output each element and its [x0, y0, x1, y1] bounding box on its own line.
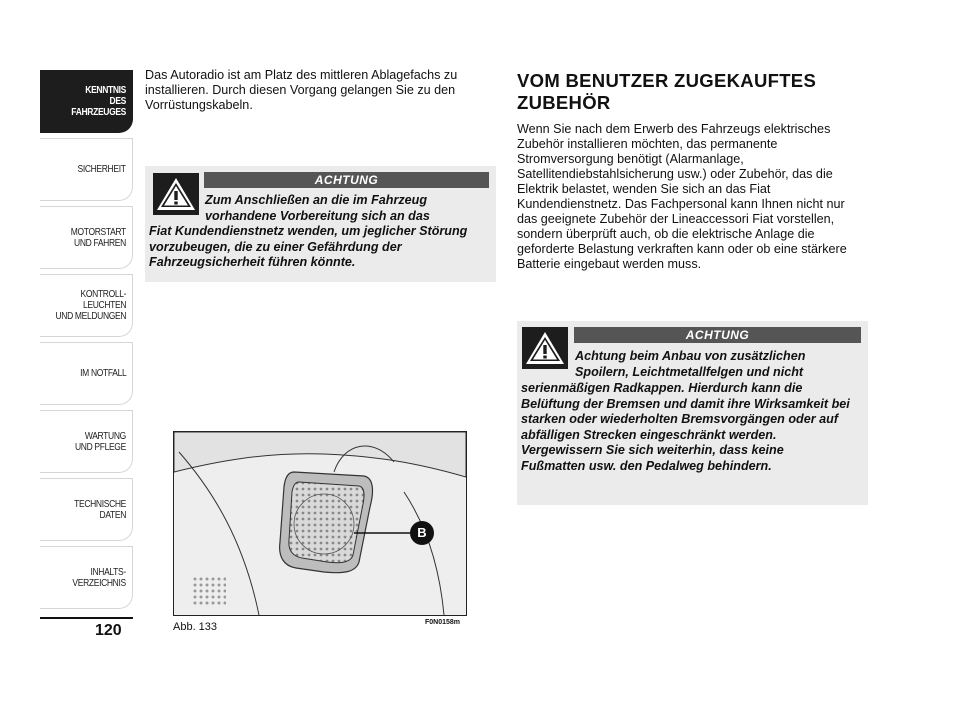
figure-illustration	[174, 432, 466, 615]
warning-text: serienmäßigen Radkappen. Hierdurch kann die Belüftung der Bremsen und damit ihre Wirksamkeit bei starken oder wiederholten Bremsvorgängen oder auf abfälligen Strecken eingeschränkt werden. Vergewissern Sie sich weiterhin, dass keine Fußmatten usw. den Pedalweg behindern.	[521, 381, 850, 473]
figure-caption: Abb. 133	[173, 621, 218, 633]
warning-triangle-icon	[522, 327, 568, 369]
tab-label: MOTORSTART UND FAHREN	[70, 226, 126, 249]
tab-sicherheit[interactable]	[40, 138, 133, 201]
warning-box-left	[145, 166, 496, 282]
warning-box-right	[517, 321, 868, 505]
tab-label: WARTUNG UND PFLEGE	[75, 430, 126, 453]
figure-code: F0N0158m	[425, 619, 461, 626]
warning-line-1: Achtung beim Anbau von zusätzlichen	[575, 349, 806, 363]
tab-im-notfall[interactable]	[40, 342, 133, 405]
warning-line-2: vorhandene Vorbereitung sich an das	[205, 208, 430, 223]
warning-line-2: Spoilern, Leichtmetallfelgen und nicht	[575, 365, 804, 379]
warning-heading: ACHTUNG	[574, 327, 861, 343]
figure-label-b: B	[417, 525, 427, 540]
warning-line-1: Zum Anschließen an die im Fahrzeug	[205, 193, 428, 207]
tab-label: INHALTS- VERZEICHNIS	[72, 566, 126, 589]
tab-technische-daten[interactable]	[40, 478, 133, 541]
warning-heading: ACHTUNG	[204, 172, 489, 188]
tab-kenntnis-des-fahrzeuges[interactable]	[40, 70, 133, 133]
chapter-sidebar	[40, 70, 133, 614]
tab-label: KONTROLL- LEUCHTEN UND MELDUNGEN	[55, 289, 126, 322]
tab-label: SICHERHEIT	[77, 164, 126, 175]
tab-wartung-und-pflege[interactable]	[40, 410, 133, 473]
tab-motorstart-und-fahren[interactable]	[40, 206, 133, 269]
right-column	[517, 70, 867, 272]
left-column	[145, 68, 495, 113]
tab-label: IM NOTFALL	[79, 368, 126, 379]
tab-label: TECHNISCHE DATEN	[74, 498, 126, 521]
sidebar-divider	[40, 617, 133, 619]
tab-label: KENNTNIS DES FAHRZEUGES	[71, 85, 126, 118]
figure-radio-wiring	[173, 431, 467, 616]
tab-kontrollleuchten[interactable]	[40, 274, 133, 337]
section-title: VOM BENUTZER ZUGEKAUFTES ZUBEHÖR	[517, 70, 817, 113]
tab-inhaltsverzeichnis[interactable]	[40, 546, 133, 609]
page-number: 120	[95, 622, 122, 639]
warning-text: Fiat Kundendienstnetz wenden, um jeglicher Störung vorzubeugen, die zu einer Gefährdung der Fahrzeugsicherheit führen könnte.	[149, 224, 468, 269]
intro-paragraph: Das Autoradio ist am Platz des mittleren Ablagefachs zu installieren. Durch diesen Vorgang gelangen Sie zu den Vorrüstungskabeln.	[145, 68, 458, 112]
section-body: Wenn Sie nach dem Erwerb des Fahrzeugs elektrisches Zubehör installieren möchten, das permanente Stromversorgung benötigt (Alarmanlage, Satellitendiebstahlsicherung usw.) oder Zubehör, das die Elektrik belastet, wenden Sie sich an das Fiat Kundendienstnetz. Das Fachpersonal kann Ihnen nicht nur das geeignete Zubehör der Lineaccessori Fiat vorstellen, sondern überprüft auch, ob die elektrische Anlage die geforderte Belastung verkraften kann oder ob eine stärkere Batterie eingebaut werden muss.	[517, 122, 847, 271]
warning-triangle-icon	[153, 173, 199, 215]
